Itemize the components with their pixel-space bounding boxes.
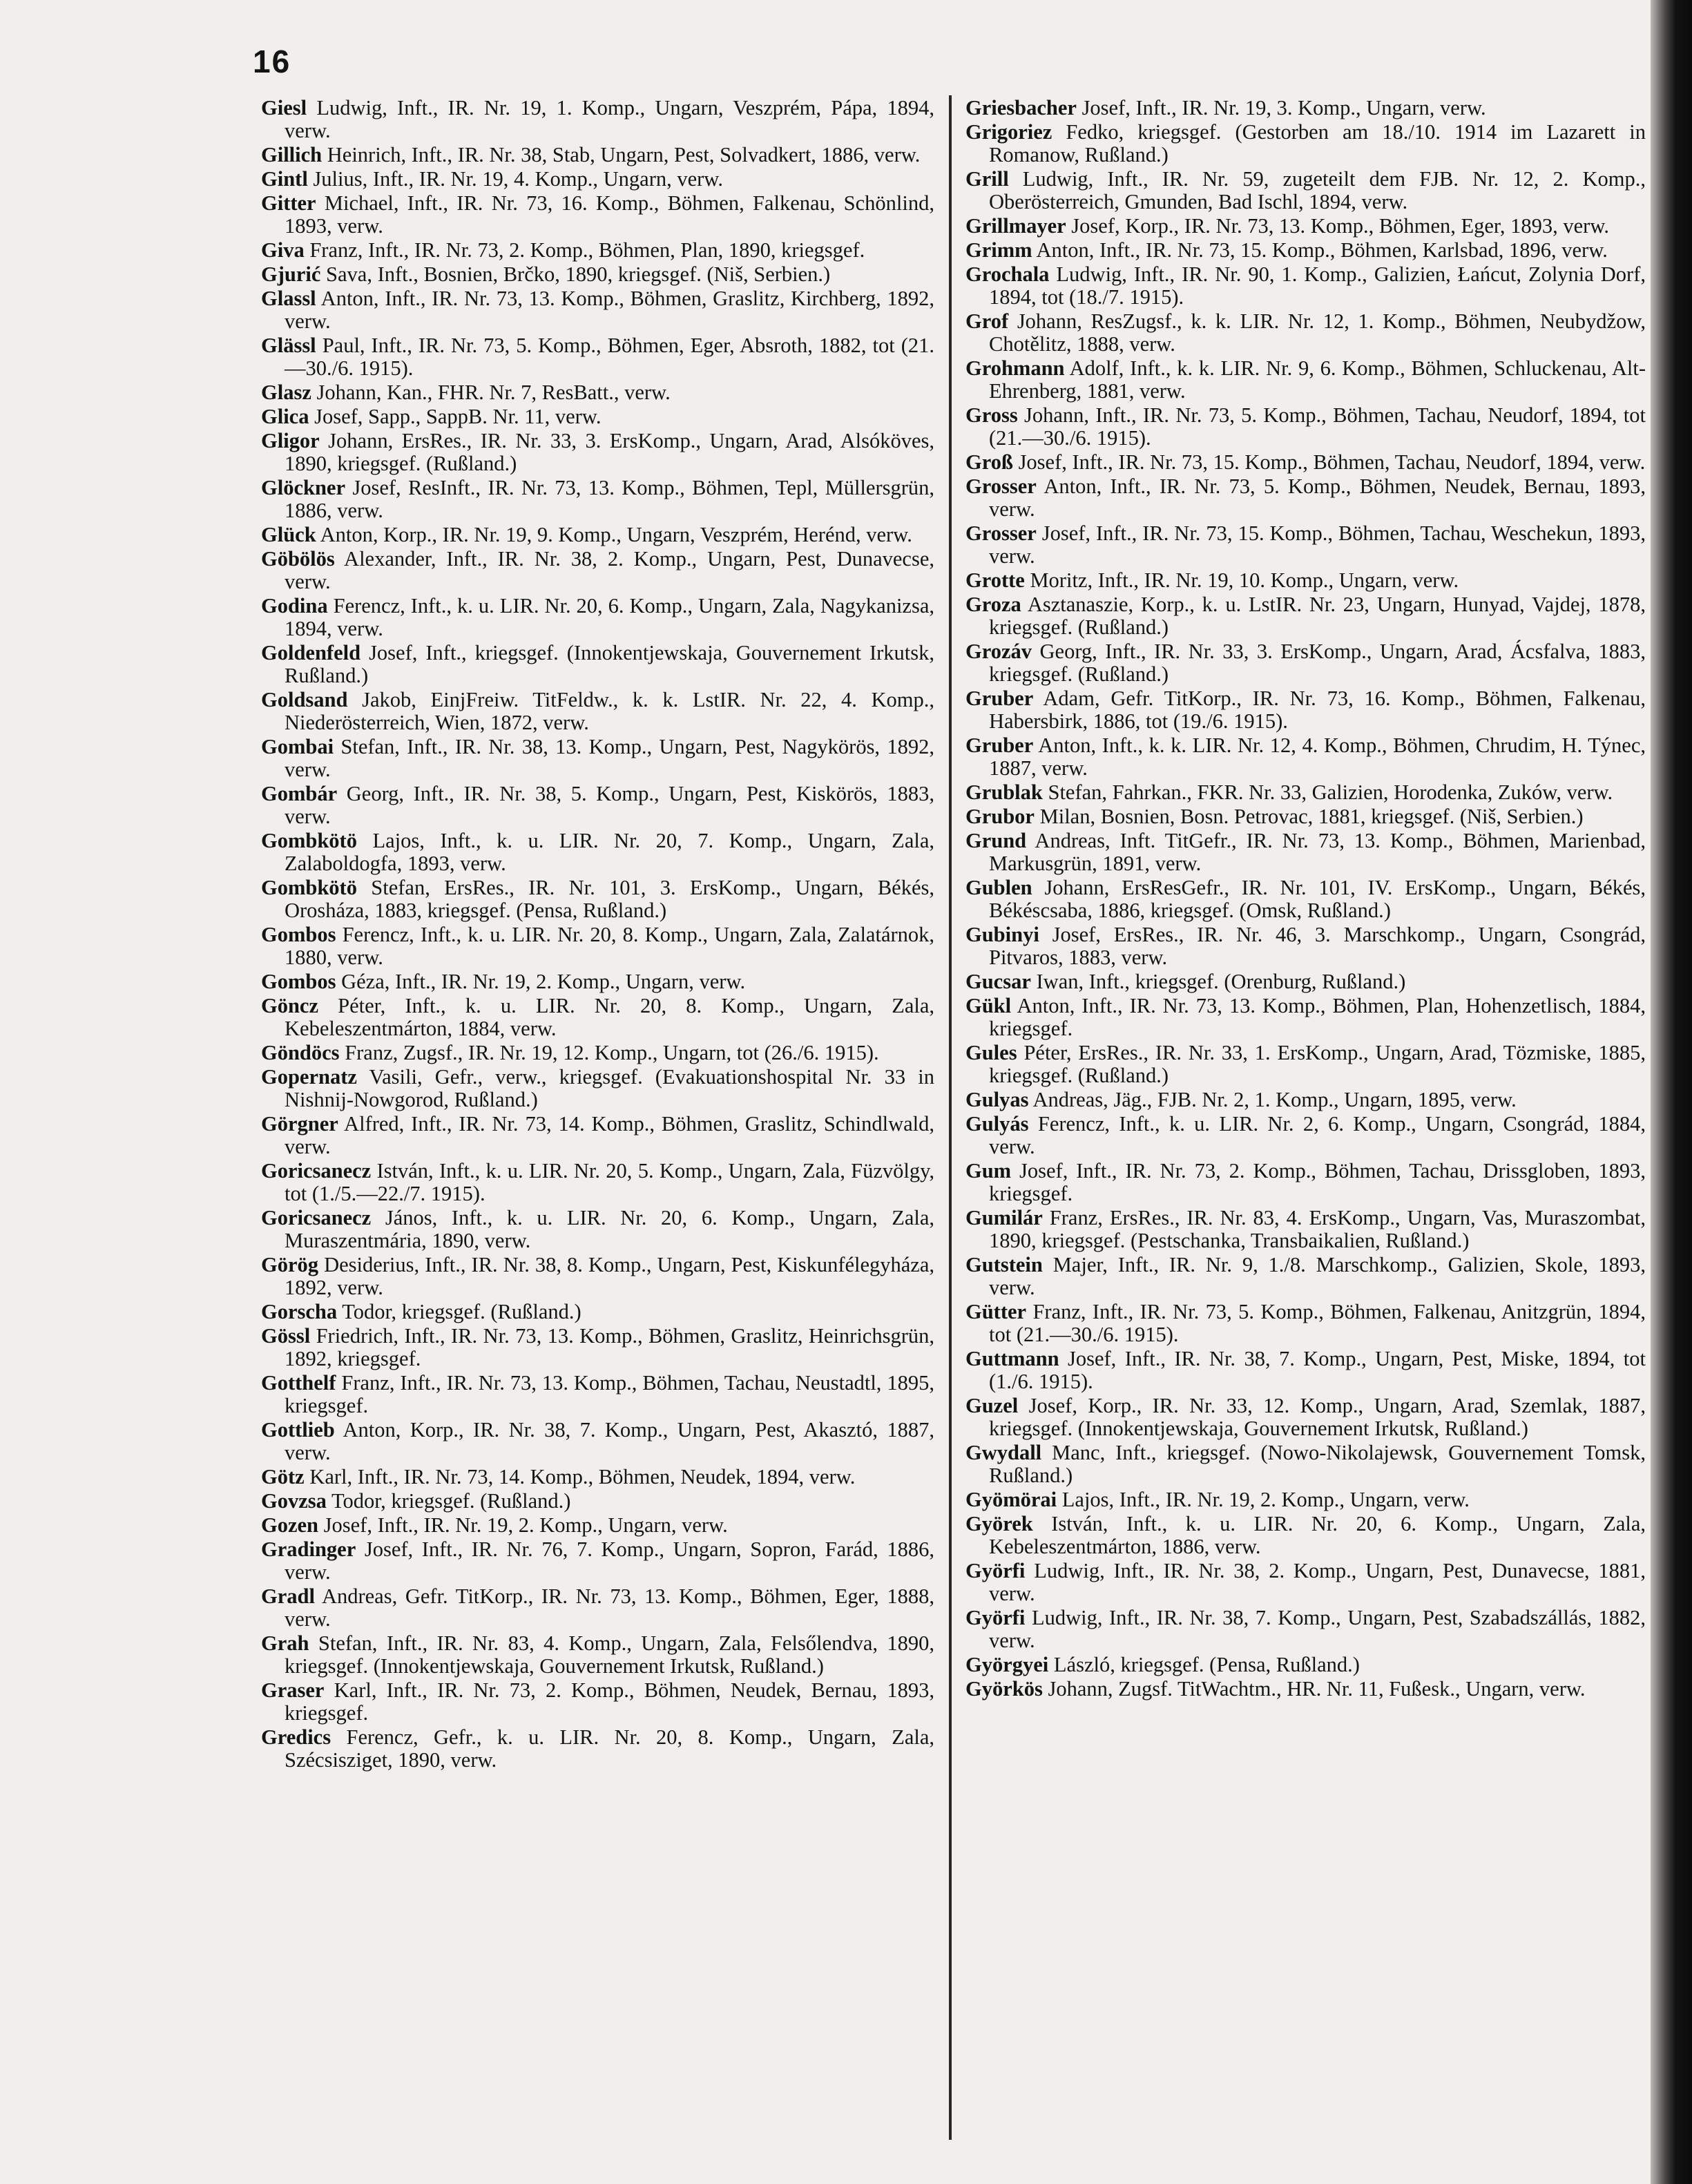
entry-surname: Gradinger — [261, 1538, 356, 1561]
register-entry — [965, 310, 1646, 356]
entry-surname: Grosser — [965, 521, 1037, 545]
register-entry — [261, 1466, 934, 1488]
register-entry — [965, 877, 1646, 922]
register-entry — [261, 381, 934, 404]
register-entry — [965, 1441, 1646, 1487]
entry-surname: Gwydall — [965, 1441, 1042, 1464]
register-entry — [965, 1395, 1646, 1440]
page-number: 16 — [253, 44, 291, 79]
entry-details: Johann, ResZugsf., k. k. LIR. Nr. 12, 1. Komp., Böhmen, Neubydžow, Chotělitz, 1888, verw. — [989, 309, 1646, 356]
entry-surname: Graser — [261, 1678, 325, 1702]
entry-surname: Gombai — [261, 735, 334, 758]
register-entry — [261, 1726, 934, 1772]
register-entry — [261, 923, 934, 969]
entry-details: Anton, Korp., IR. Nr. 38, 7. Komp., Ungarn, Pest, Akasztó, 1887, verw. — [285, 1418, 934, 1464]
entry-details: Lajos, Inft., IR. Nr. 19, 2. Komp., Ungarn, verw. — [1061, 1488, 1470, 1511]
register-entry — [261, 1679, 934, 1725]
register-entry — [261, 1160, 934, 1205]
register-entry — [261, 970, 934, 993]
entry-details: Ludwig, Inft., IR. Nr. 38, 2. Komp., Ungarn, Pest, Dunavecse, 1881, verw. — [989, 1559, 1646, 1605]
register-entry — [261, 1372, 934, 1417]
entry-surname: Gillich — [261, 143, 323, 166]
entry-details: Géza, Inft., IR. Nr. 19, 2. Komp., Ungarn, verw. — [341, 970, 746, 993]
entry-details: Ludwig, Inft., IR. Nr. 38, 7. Komp., Ungarn, Pest, Szabadszállás, 1882, verw. — [989, 1606, 1646, 1652]
entry-surname: Gredics — [261, 1725, 331, 1749]
entry-surname: Györek — [965, 1512, 1033, 1535]
entry-details: Ferencz, Inft., k. u. LIR. Nr. 20, 8. Komp., Ungarn, Zala, Zalatárnok, 1880, verw. — [285, 923, 934, 969]
register-entry — [965, 805, 1646, 828]
register-entry — [965, 1678, 1646, 1701]
entry-surname: Grof — [965, 309, 1009, 333]
register-entry — [261, 287, 934, 333]
entry-surname: Gütter — [965, 1300, 1027, 1323]
entry-surname: Gules — [965, 1041, 1017, 1064]
entry-surname: Gulyas — [965, 1088, 1029, 1111]
entry-details: Friedrich, Inft., IR. Nr. 73, 13. Komp., Böhmen, Graslitz, Heinrichsgrün, 1892, kriegsgef. — [285, 1324, 934, 1370]
register-entry — [261, 736, 934, 781]
entry-surname: Grah — [261, 1631, 309, 1655]
entry-surname: Glöckner — [261, 476, 345, 499]
entry-details: Stefan, Inft., IR. Nr. 83, 4. Komp., Ungarn, Zala, Felsőlendva, 1890, kriegsgef. (Innokentjewskaja, Gouvernement Irkutsk, Rußland.) — [285, 1631, 934, 1678]
register-entry — [261, 1042, 934, 1064]
entry-details: Adam, Gefr. TitKorp., IR. Nr. 73, 16. Komp., Böhmen, Falkenau, Habersbirk, 1886, tot (19./6. 1915). — [989, 687, 1646, 733]
register-entry — [261, 877, 934, 922]
register-entry — [965, 1301, 1646, 1346]
entry-surname: Grigoriez — [965, 120, 1052, 144]
entry-surname: Grochala — [965, 262, 1050, 286]
register-entry — [261, 642, 934, 687]
register-entry — [965, 687, 1646, 733]
entry-details: Johann, ErsRes., IR. Nr. 33, 3. ErsKomp., Ungarn, Arad, Alsóköves, 1890, kriegsgef. (Rußland.) — [285, 429, 934, 475]
entry-details: Asztanaszie, Korp., k. u. LstIR. Nr. 23, Ungarn, Hunyad, Vajdej, 1878, kriegsgef. (Rußland.) — [989, 593, 1646, 639]
register-entry — [965, 168, 1646, 213]
register-entry — [965, 1160, 1646, 1205]
entry-details: Josef, Sapp., SappB. Nr. 11, verw. — [314, 405, 602, 428]
entry-surname: Goricsanecz — [261, 1159, 372, 1182]
entry-surname: Guttmann — [965, 1347, 1059, 1370]
register-entry — [965, 215, 1646, 238]
entry-details: Michael, Inft., IR. Nr. 73, 16. Komp., Böhmen, Falkenau, Schönlind, 1893, verw. — [285, 191, 934, 238]
entry-details: Anton, Inft., k. k. LIR. Nr. 12, 4. Komp., Böhmen, Chrudim, H. Týnec, 1887, verw. — [989, 734, 1646, 780]
entry-surname: Goldenfeld — [261, 641, 361, 664]
entry-surname: Györkös — [965, 1677, 1043, 1701]
entry-surname: Görgner — [261, 1112, 338, 1136]
entry-details: Ferencz, Inft., k. u. LIR. Nr. 2, 6. Komp., Ungarn, Csongrád, 1884, verw. — [989, 1112, 1646, 1158]
entry-details: Anton, Korp., IR. Nr. 19, 9. Komp., Ungarn, Veszprém, Herénd, verw. — [320, 523, 912, 546]
entry-details: Alfred, Inft., IR. Nr. 73, 14. Komp., Böhmen, Graslitz, Schindlwald, verw. — [285, 1112, 934, 1158]
entry-surname: Giesl — [261, 97, 307, 119]
entry-surname: Grillmayer — [965, 214, 1066, 238]
entry-details: Josef, Inft., IR. Nr. 19, 2. Komp., Ungarn, verw. — [323, 1513, 728, 1537]
entry-surname: Göbölös — [261, 547, 335, 571]
register-entry — [965, 569, 1646, 592]
register-entry — [261, 1419, 934, 1464]
register-entry — [261, 830, 934, 875]
entry-surname: Gligor — [261, 429, 320, 452]
entry-surname: Györgyei — [965, 1653, 1049, 1676]
entry-surname: Grosser — [965, 475, 1037, 498]
entry-details: Anton, Inft., IR. Nr. 73, 13. Komp., Böhmen, Graslitz, Kirchberg, 1892, verw. — [285, 287, 934, 333]
register-entry — [965, 1113, 1646, 1158]
entry-surname: Grubor — [965, 805, 1035, 828]
register-entry — [965, 97, 1646, 119]
entry-details: Johann, ErsResGefr., IR. Nr. 101, IV. ErsKomp., Ungarn, Békés, Békéscsaba, 1886, kriegsgef. (Omsk, Rußland.) — [989, 876, 1646, 922]
register-entry — [261, 192, 934, 238]
entry-surname: Griesbacher — [965, 97, 1077, 119]
entry-surname: Glasz — [261, 381, 311, 404]
entry-surname: Gintl — [261, 167, 308, 191]
register-entry — [965, 451, 1646, 474]
entry-details: Josef, Inft., IR. Nr. 76, 7. Komp., Ungarn, Sopron, Farád, 1886, verw. — [285, 1538, 934, 1584]
entry-details: Josef, ErsRes., IR. Nr. 46, 3. Marschkomp., Ungarn, Csongrád, Pitvaros, 1883, verw. — [989, 923, 1646, 969]
entry-details: Adolf, Inft., k. k. LIR. Nr. 9, 6. Komp., Böhmen, Schluckenau, Alt-Ehrenberg, 1881, verw. — [989, 356, 1646, 403]
register-entry — [261, 783, 934, 828]
register-entry — [965, 1488, 1646, 1511]
left-column — [261, 97, 934, 2141]
register-entry — [965, 970, 1646, 993]
entry-details: Georg, Inft., IR. Nr. 38, 5. Komp., Ungarn, Pest, Kiskörös, 1883, verw. — [285, 782, 934, 828]
entry-surname: Glässl — [261, 334, 316, 357]
entry-details: Anton, Inft., IR. Nr. 73, 5. Komp., Böhmen, Neudek, Bernau, 1893, verw. — [989, 475, 1646, 521]
entry-details: István, Inft., k. u. LIR. Nr. 20, 5. Komp., Ungarn, Zala, Füzvölgy, tot (1./5.—22./7. 1915). — [285, 1159, 934, 1205]
entry-surname: Gutstein — [965, 1253, 1043, 1276]
right-column — [965, 97, 1646, 2141]
entry-details: Johann, Kan., FHR. Nr. 7, ResBatt., verw. — [316, 381, 671, 404]
entry-details: Iwan, Inft., kriegsgef. (Orenburg, Rußland.) — [1036, 970, 1406, 993]
register-entry — [261, 595, 934, 640]
entry-surname: Gublen — [965, 876, 1032, 899]
register-entry — [965, 593, 1646, 639]
entry-surname: Gombkötö — [261, 829, 357, 852]
page-binding-edge — [1651, 0, 1692, 2184]
register-entry — [261, 1301, 934, 1323]
entry-details: Péter, ErsRes., IR. Nr. 33, 1. ErsKomp., Ungarn, Arad, Tözmiske, 1885, kriegsgef. (Rußland.) — [989, 1041, 1646, 1087]
entry-details: Milan, Bosnien, Bosn. Petrovac, 1881, kriegsgef. (Niš, Serbien.) — [1039, 805, 1584, 828]
entry-surname: Gotthelf — [261, 1371, 336, 1395]
register-entry — [261, 405, 934, 428]
entry-surname: Gjurić — [261, 262, 321, 286]
register-entry — [261, 430, 934, 475]
register-entry — [261, 524, 934, 546]
entry-details: Stefan, ErsRes., IR. Nr. 101, 3. ErsKomp., Ungarn, Békés, Orosháza, 1883, kriegsgef. (Pensa, Rußland.) — [285, 876, 934, 922]
register-entry — [261, 548, 934, 593]
entry-surname: Glück — [261, 523, 316, 546]
entry-details: Péter, Inft., k. u. LIR. Nr. 20, 8. Komp., Ungarn, Zala, Kebeleszentmárton, 1884, verw. — [285, 994, 934, 1040]
register-entry — [965, 1607, 1646, 1652]
register-entry — [261, 1066, 934, 1111]
entry-details: Stefan, Fahrkan., FKR. Nr. 33, Galizien, Horodenka, Zuków, verw. — [1048, 780, 1613, 804]
register-entry — [261, 239, 934, 262]
entry-details: István, Inft., k. u. LIR. Nr. 20, 6. Komp., Ungarn, Zala, Kebeleszentmárton, 1886, verw. — [989, 1512, 1646, 1558]
entry-surname: Giva — [261, 238, 305, 262]
entry-details: Desiderius, Inft., IR. Nr. 38, 8. Komp., Ungarn, Pest, Kiskunfélegyháza, 1892, verw. — [285, 1253, 934, 1299]
entry-details: Johann, Zugsf. TitWachtm., HR. Nr. 11, Fußesk., Ungarn, verw. — [1048, 1677, 1586, 1701]
entry-details: Ferencz, Inft., k. u. LIR. Nr. 20, 6. Komp., Ungarn, Zala, Nagykanizsa, 1894, verw. — [285, 594, 934, 640]
register-entry — [261, 263, 934, 286]
register-entry — [965, 357, 1646, 403]
entry-details: Julius, Inft., IR. Nr. 19, 4. Komp., Ungarn, verw. — [313, 167, 723, 191]
entry-surname: Gombkötö — [261, 876, 357, 899]
entry-details: Josef, Inft., IR. Nr. 19, 3. Komp., Ungarn, verw. — [1081, 97, 1486, 119]
entry-details: Ludwig, Inft., IR. Nr. 19, 1. Komp., Ungarn, Veszprém, Pápa, 1894, verw. — [285, 97, 934, 142]
entry-surname: Goldsand — [261, 688, 348, 711]
entry-details: Franz, Inft., IR. Nr. 73, 13. Komp., Böhmen, Tachau, Neustadtl, 1895, kriegsgef. — [285, 1371, 934, 1417]
register-entry — [965, 263, 1646, 309]
register-entry — [965, 1560, 1646, 1605]
register-entry — [261, 1585, 934, 1631]
entry-surname: Gükl — [965, 994, 1012, 1017]
entry-details: Heinrich, Inft., IR. Nr. 38, Stab, Ungarn, Pest, Solvadkert, 1886, verw. — [327, 143, 921, 166]
entry-details: Lajos, Inft., k. u. LIR. Nr. 20, 7. Komp., Ungarn, Zala, Zalaboldogfa, 1893, verw. — [285, 829, 934, 875]
entry-surname: Grohmann — [965, 356, 1065, 380]
entry-surname: Göndöcs — [261, 1041, 340, 1064]
entry-details: Andreas, Gefr. TitKorp., IR. Nr. 73, 13. Komp., Böhmen, Eger, 1888, verw. — [285, 1584, 934, 1631]
register-entry — [965, 640, 1646, 686]
entry-surname: Glassl — [261, 287, 316, 310]
register-entry — [965, 923, 1646, 969]
entry-details: Georg, Inft., IR. Nr. 33, 3. ErsKomp., Ungarn, Arad, Ácsfalva, 1883, kriegsgef. (Rußland.) — [989, 640, 1646, 686]
entry-details: Moritz, Inft., IR. Nr. 19, 10. Komp., Ungarn, verw. — [1030, 568, 1459, 592]
register-entry — [965, 734, 1646, 780]
entry-surname: Gopernatz — [261, 1065, 357, 1089]
entry-surname: Gradl — [261, 1584, 315, 1608]
entry-details: Sava, Inft., Bosnien, Brčko, 1890, kriegsgef. (Niš, Serbien.) — [326, 262, 831, 286]
register-entry — [261, 1538, 934, 1584]
entry-surname: Gombos — [261, 923, 336, 946]
entry-surname: Gitter — [261, 191, 316, 215]
entry-surname: Goricsanecz — [261, 1206, 372, 1229]
entry-details: Karl, Inft., IR. Nr. 73, 2. Komp., Böhmen, Neudek, Bernau, 1893, kriegsgef. — [285, 1678, 934, 1725]
entry-surname: Grill — [965, 167, 1009, 191]
register-entry — [965, 1089, 1646, 1111]
entry-surname: Gozen — [261, 1513, 319, 1537]
entry-surname: Gombos — [261, 970, 336, 993]
register-entry — [965, 1254, 1646, 1299]
entry-details: Josef, ResInft., IR. Nr. 73, 13. Komp., Böhmen, Tepl, Müllersgrün, 1886, verw. — [285, 476, 934, 522]
entry-surname: Grotte — [965, 568, 1025, 592]
register-entry — [965, 1654, 1646, 1676]
entry-details: Jakob, EinjFreiw. TitFeldw., k. k. LstIR. Nr. 22, 4. Komp., Niederösterreich, Wien, 1872, verw. — [285, 688, 934, 734]
entry-surname: Götz — [261, 1465, 305, 1488]
entry-details: Johann, Inft., IR. Nr. 73, 5. Komp., Böhmen, Tachau, Neudorf, 1894, tot (21.—30./6. 1915). — [989, 403, 1646, 450]
entry-details: Anton, Inft., IR. Nr. 73, 13. Komp., Böhmen, Plan, Hohenzetlisch, 1884, kriegsgef. — [989, 994, 1646, 1040]
entry-details: Ludwig, Inft., IR. Nr. 59, zugeteilt dem FJB. Nr. 12, 2. Komp., Oberösterreich, Gmunden, Bad Ischl, 1894, verw. — [989, 167, 1646, 213]
entry-surname: Godina — [261, 594, 328, 617]
entry-details: Vasili, Gefr., verw., kriegsgef. (Evakuationshospital Nr. 33 in Nishnij-Nowgorod, Rußland.) — [285, 1065, 934, 1111]
register-entry — [261, 995, 934, 1040]
register-entry — [965, 781, 1646, 804]
entry-details: Josef, Inft., IR. Nr. 73, 15. Komp., Böhmen, Tachau, Weschekun, 1893, verw. — [989, 521, 1646, 568]
entry-surname: Groß — [965, 450, 1013, 474]
entry-surname: Gucsar — [965, 970, 1031, 993]
entry-surname: Györfi — [965, 1606, 1026, 1629]
entry-details: Andreas, Jäg., FJB. Nr. 2, 1. Komp., Ungarn, 1895, verw. — [1032, 1088, 1517, 1111]
entry-surname: Gumilár — [965, 1206, 1043, 1229]
register-entry — [261, 477, 934, 522]
entry-surname: Grund — [965, 829, 1027, 852]
entry-details: Josef, Korp., IR. Nr. 33, 12. Komp., Ungarn, Arad, Szemlak, 1887, kriegsgef. (Innokentjewskaja, Gouvernement Irkutsk, Rußland.) — [989, 1394, 1646, 1440]
entry-details: Todor, kriegsgef. (Rußland.) — [342, 1300, 581, 1323]
entry-surname: Gruber — [965, 687, 1034, 710]
entry-surname: Göncz — [261, 994, 319, 1017]
register-entry — [261, 1490, 934, 1513]
entry-details: Franz, Inft., IR. Nr. 73, 5. Komp., Böhmen, Falkenau, Anitzgrün, 1894, tot (21.—30./6. 1915). — [989, 1300, 1646, 1346]
register-entry — [261, 1632, 934, 1678]
register-entry — [261, 1207, 934, 1252]
entry-details: Franz, ErsRes., IR. Nr. 83, 4. ErsKomp., Ungarn, Vas, Muraszombat, 1890, kriegsgef. (Pestschanka, Transbaikalien, Rußland.) — [989, 1206, 1646, 1252]
entry-details: Manc, Inft., kriegsgef. (Nowo-Nikolajewsk, Gouvernement Tomsk, Rußland.) — [989, 1441, 1646, 1487]
entry-details: János, Inft., k. u. LIR. Nr. 20, 6. Komp., Ungarn, Zala, Muraszentmária, 1890, verw. — [285, 1206, 934, 1252]
entry-surname: Gulyás — [965, 1112, 1029, 1136]
entry-details: Todor, kriegsgef. (Rußland.) — [331, 1489, 571, 1513]
entry-details: Majer, Inft., IR. Nr. 9, 1./8. Marschkomp., Galizien, Skole, 1893, verw. — [989, 1253, 1646, 1299]
entry-surname: Grimm — [965, 238, 1032, 262]
register-entry — [261, 144, 934, 166]
entry-details: Fedko, kriegsgef. (Gestorben am 18./10. 1914 im Lazarett in Romanow, Rußland.) — [989, 120, 1646, 166]
entry-surname: Groza — [965, 593, 1021, 616]
register-entry — [261, 1113, 934, 1158]
entry-details: Josef, Inft., IR. Nr. 73, 2. Komp., Böhmen, Tachau, Drissgloben, 1893, kriegsgef. — [989, 1159, 1646, 1205]
entry-surname: Gottlieb — [261, 1418, 335, 1441]
entry-surname: Grublak — [965, 780, 1043, 804]
entry-details: Paul, Inft., IR. Nr. 73, 5. Komp., Böhmen, Eger, Absroth, 1882, tot (21.—30./6. 1915). — [285, 334, 934, 380]
entry-surname: Görög — [261, 1253, 319, 1276]
register-entry — [261, 1325, 934, 1370]
register-entry — [965, 121, 1646, 166]
entry-details: Josef, Inft., IR. Nr. 38, 7. Komp., Ungarn, Pest, Miske, 1894, tot (1./6. 1915). — [989, 1347, 1646, 1393]
register-entry — [261, 1254, 934, 1299]
entry-details: Stefan, Inft., IR. Nr. 38, 13. Komp., Ungarn, Pest, Nagykörös, 1892, verw. — [285, 735, 934, 781]
entry-details: Josef, Inft., kriegsgef. (Innokentjewskaja, Gouvernement Irkutsk, Rußland.) — [285, 641, 934, 687]
entry-details: Alexander, Inft., IR. Nr. 38, 2. Komp., Ungarn, Pest, Dunavecse, verw. — [285, 547, 934, 593]
register-entry — [965, 1042, 1646, 1087]
entry-surname: Gorscha — [261, 1300, 338, 1323]
entry-details: László, kriegsgef. (Pensa, Rußland.) — [1053, 1653, 1360, 1676]
column-divider — [949, 95, 952, 2140]
entry-surname: Gum — [965, 1159, 1012, 1182]
entry-surname: Gubinyi — [965, 923, 1039, 946]
register-entry — [261, 1514, 934, 1537]
entry-details: Anton, Inft., IR. Nr. 73, 15. Komp., Böhmen, Karlsbad, 1896, verw. — [1036, 238, 1608, 262]
register-entry — [965, 995, 1646, 1040]
register-entry — [965, 1348, 1646, 1393]
register-entry — [261, 97, 934, 142]
entry-details: Ferencz, Gefr., k. u. LIR. Nr. 20, 8. Komp., Ungarn, Zala, Szécsisziget, 1890, verw. — [285, 1725, 934, 1772]
entry-surname: Grozáv — [965, 640, 1032, 663]
register-entry — [965, 404, 1646, 450]
register-entry — [261, 334, 934, 380]
register-entry — [965, 475, 1646, 521]
entry-details: Karl, Inft., IR. Nr. 73, 14. Komp., Böhmen, Neudek, 1894, verw. — [309, 1465, 856, 1488]
entry-details: Josef, Korp., IR. Nr. 73, 13. Komp., Böhmen, Eger, 1893, verw. — [1071, 214, 1609, 238]
entry-details: Franz, Inft., IR. Nr. 73, 2. Komp., Böhmen, Plan, 1890, kriegsgef. — [309, 238, 865, 262]
register-entry — [261, 168, 934, 191]
register-entry — [965, 1207, 1646, 1252]
entry-surname: Guzel — [965, 1394, 1019, 1417]
register-entry — [965, 1513, 1646, 1558]
entry-surname: Gruber — [965, 734, 1034, 757]
entry-details: Andreas, Inft. TitGefr., IR. Nr. 73, 13. Komp., Böhmen, Marienbad, Markusgrün, 1891, verw. — [989, 829, 1646, 875]
entry-details: Josef, Inft., IR. Nr. 73, 15. Komp., Böhmen, Tachau, Neudorf, 1894, verw. — [1018, 450, 1646, 474]
entry-surname: Györfi — [965, 1559, 1026, 1582]
entry-details: Franz, Zugsf., IR. Nr. 19, 12. Komp., Ungarn, tot (26./6. 1915). — [345, 1041, 879, 1064]
register-entry — [965, 830, 1646, 875]
register-entry — [965, 522, 1646, 568]
entry-surname: Govzsa — [261, 1489, 327, 1513]
register-entry — [261, 689, 934, 734]
register-entry — [965, 239, 1646, 262]
entry-surname: Gombár — [261, 782, 338, 805]
entry-surname: Gössl — [261, 1324, 311, 1348]
entry-surname: Glica — [261, 405, 309, 428]
entry-surname: Gross — [965, 403, 1018, 427]
entry-details: Ludwig, Inft., IR. Nr. 90, 1. Komp., Galizien, Łańcut, Zolynia Dorf, 1894, tot (18./7. 1915). — [989, 262, 1646, 309]
entry-surname: Gyömörai — [965, 1488, 1057, 1511]
